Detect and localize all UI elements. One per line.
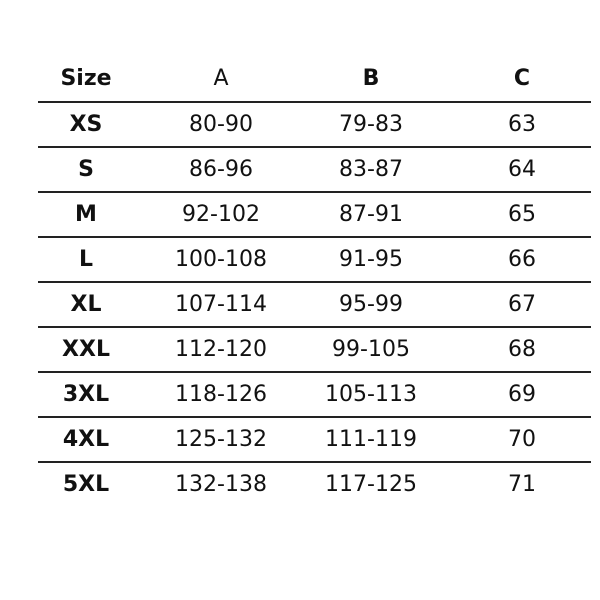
size-cell: S bbox=[78, 157, 94, 182]
c-cell: 69 bbox=[508, 382, 536, 407]
size-cell: L bbox=[78, 247, 94, 272]
header-b: B bbox=[362, 66, 380, 91]
c-cell: 66 bbox=[508, 247, 536, 272]
c-cell: 63 bbox=[508, 112, 536, 137]
b-cell: 91-95 bbox=[339, 247, 403, 272]
table-row bbox=[38, 193, 591, 238]
b-cell: 99-105 bbox=[332, 337, 410, 362]
b-cell: 117-125 bbox=[325, 472, 417, 497]
table-row bbox=[38, 373, 591, 418]
c-cell: 64 bbox=[508, 157, 536, 182]
table-row bbox=[38, 283, 591, 328]
b-cell: 111-119 bbox=[325, 427, 417, 452]
table-header-row bbox=[38, 56, 591, 103]
table-row bbox=[38, 238, 591, 283]
c-cell: 67 bbox=[508, 292, 536, 317]
a-cell: 100-108 bbox=[175, 247, 267, 272]
size-cell: XL bbox=[70, 292, 102, 317]
size-cell: 3XL bbox=[62, 382, 110, 407]
b-cell: 79-83 bbox=[339, 112, 403, 137]
size-chart-table bbox=[38, 56, 591, 506]
header-size: Size bbox=[60, 66, 112, 91]
b-cell: 95-99 bbox=[339, 292, 403, 317]
c-cell: 70 bbox=[508, 427, 536, 452]
a-cell: 132-138 bbox=[175, 472, 267, 497]
b-cell: 87-91 bbox=[339, 202, 403, 227]
a-cell: 112-120 bbox=[175, 337, 267, 362]
c-cell: 71 bbox=[508, 472, 536, 497]
size-cell: 4XL bbox=[62, 427, 110, 452]
a-cell: 80-90 bbox=[189, 112, 253, 137]
b-cell: 83-87 bbox=[339, 157, 403, 182]
table-row bbox=[38, 103, 591, 148]
a-cell: 86-96 bbox=[189, 157, 253, 182]
table-row bbox=[38, 148, 591, 193]
a-cell: 118-126 bbox=[175, 382, 267, 407]
a-cell: 92-102 bbox=[182, 202, 260, 227]
header-c: C bbox=[513, 66, 531, 91]
size-cell: XS bbox=[69, 112, 103, 137]
c-cell: 65 bbox=[508, 202, 536, 227]
size-cell: M bbox=[75, 202, 97, 227]
c-cell: 68 bbox=[508, 337, 536, 362]
b-cell: 105-113 bbox=[325, 382, 417, 407]
table-row bbox=[38, 463, 591, 506]
table-row bbox=[38, 418, 591, 463]
header-a: A bbox=[213, 66, 229, 91]
table-row bbox=[38, 328, 591, 373]
size-cell: XXL bbox=[62, 337, 110, 362]
a-cell: 125-132 bbox=[175, 427, 267, 452]
a-cell: 107-114 bbox=[175, 292, 267, 317]
size-cell: 5XL bbox=[62, 472, 110, 497]
